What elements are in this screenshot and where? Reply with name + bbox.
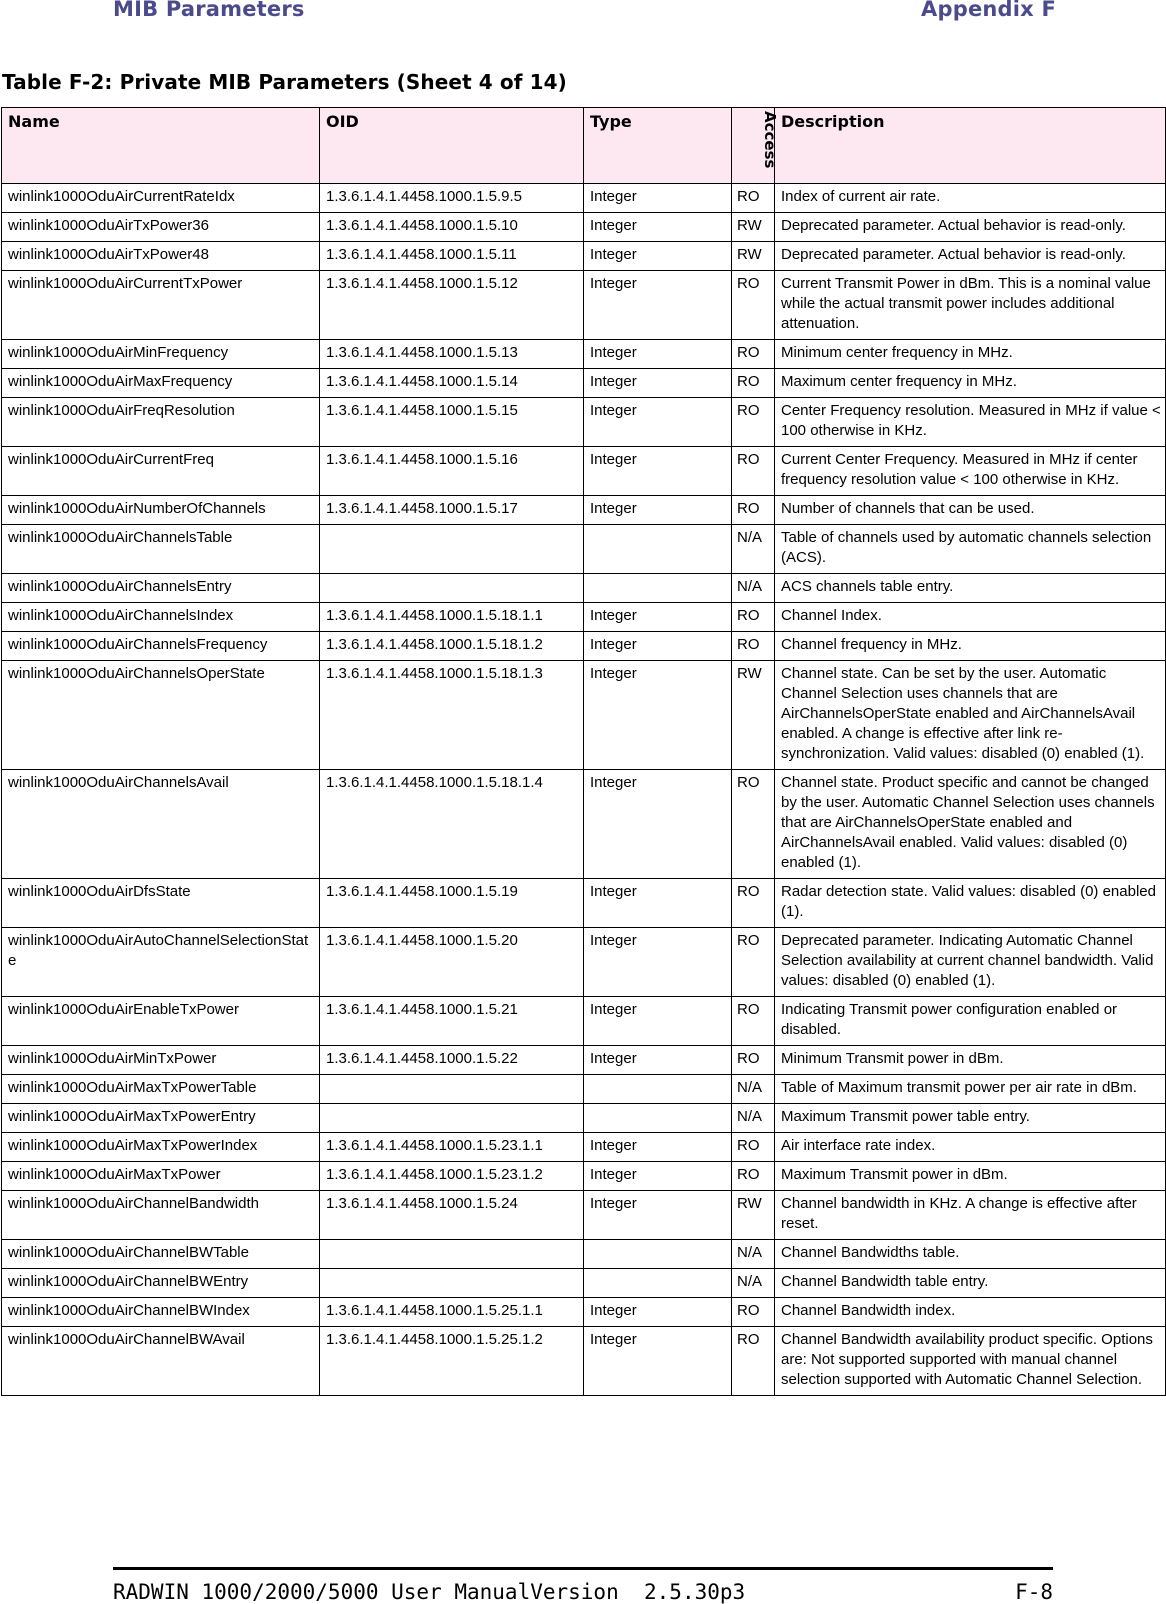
cell-name: winlink1000OduAirChannelBWIndex bbox=[2, 1298, 320, 1327]
table-row bbox=[2, 1191, 1166, 1240]
cell-description: Table of Maximum transmit power per air rate in dBm. bbox=[775, 1075, 1166, 1104]
cell-oid: 1.3.6.1.4.1.4458.1000.1.5.12 bbox=[320, 271, 584, 340]
table-row bbox=[2, 1240, 1166, 1269]
cell-description: Minimum center frequency in MHz. bbox=[775, 340, 1166, 369]
table-row bbox=[2, 1327, 1166, 1396]
cell-access: N/A bbox=[732, 574, 775, 603]
table-row bbox=[2, 340, 1166, 369]
cell-name: winlink1000OduAirMaxTxPowerIndex bbox=[2, 1133, 320, 1162]
column-header-access-label: Access bbox=[761, 111, 779, 169]
table-body bbox=[2, 184, 1166, 1396]
cell-description: Current Transmit Power in dBm. This is a nominal value while the actual transmit power includes additional attenuation. bbox=[775, 271, 1166, 340]
cell-access: RO bbox=[732, 770, 775, 879]
cell-oid bbox=[320, 525, 584, 574]
column-header-access bbox=[732, 108, 779, 184]
cell-oid: 1.3.6.1.4.1.4458.1000.1.5.17 bbox=[320, 496, 584, 525]
table-row bbox=[2, 184, 1166, 213]
cell-type: Integer bbox=[584, 213, 732, 242]
cell-access: N/A bbox=[732, 1075, 775, 1104]
cell-oid: 1.3.6.1.4.1.4458.1000.1.5.21 bbox=[320, 997, 584, 1046]
table-row bbox=[2, 879, 1166, 928]
table-row bbox=[2, 242, 1166, 271]
table-row bbox=[2, 1133, 1166, 1162]
cell-oid: 1.3.6.1.4.1.4458.1000.1.5.9.5 bbox=[320, 184, 584, 213]
cell-description: Index of current air rate. bbox=[775, 184, 1166, 213]
cell-type: Integer bbox=[584, 632, 732, 661]
cell-description: Deprecated parameter. Actual behavior is read-only. bbox=[775, 213, 1166, 242]
cell-oid bbox=[320, 1075, 584, 1104]
cell-name: winlink1000OduAirMaxTxPowerTable bbox=[2, 1075, 320, 1104]
cell-name: winlink1000OduAirChannelBWEntry bbox=[2, 1269, 320, 1298]
cell-access: RO bbox=[732, 398, 775, 447]
cell-access: N/A bbox=[732, 1240, 775, 1269]
cell-name: winlink1000OduAirChannelBWTable bbox=[2, 1240, 320, 1269]
cell-oid: 1.3.6.1.4.1.4458.1000.1.5.16 bbox=[320, 447, 584, 496]
cell-name: winlink1000OduAirCurrentFreq bbox=[2, 447, 320, 496]
cell-type: Integer bbox=[584, 1298, 732, 1327]
cell-oid: 1.3.6.1.4.1.4458.1000.1.5.14 bbox=[320, 369, 584, 398]
cell-type: Integer bbox=[584, 271, 732, 340]
cell-type: Integer bbox=[584, 340, 732, 369]
cell-description: Current Center Frequency. Measured in MHz if center frequency resolution value < 100 otherwise in KHz. bbox=[775, 447, 1166, 496]
table-row bbox=[2, 1046, 1166, 1075]
cell-oid: 1.3.6.1.4.1.4458.1000.1.5.15 bbox=[320, 398, 584, 447]
cell-type: Integer bbox=[584, 603, 732, 632]
cell-oid: 1.3.6.1.4.1.4458.1000.1.5.23.1.2 bbox=[320, 1162, 584, 1191]
cell-type: Integer bbox=[584, 184, 732, 213]
cell-access: RO bbox=[732, 879, 775, 928]
cell-access: N/A bbox=[732, 1269, 775, 1298]
table-row bbox=[2, 1075, 1166, 1104]
table-row bbox=[2, 1162, 1166, 1191]
table-row bbox=[2, 928, 1166, 997]
cell-type: Integer bbox=[584, 242, 732, 271]
cell-type: Integer bbox=[584, 1162, 732, 1191]
footer-manual-title: RADWIN 1000/2000/5000 User ManualVersion 2.5.30p3 bbox=[113, 1580, 746, 1604]
cell-oid bbox=[320, 1240, 584, 1269]
cell-name: winlink1000OduAirDfsState bbox=[2, 879, 320, 928]
cell-name: winlink1000OduAirChannelsEntry bbox=[2, 574, 320, 603]
cell-name: winlink1000OduAirEnableTxPower bbox=[2, 997, 320, 1046]
cell-type: Integer bbox=[584, 661, 732, 770]
table-row bbox=[2, 213, 1166, 242]
cell-access: RO bbox=[732, 184, 775, 213]
cell-name: winlink1000OduAirNumberOfChannels bbox=[2, 496, 320, 525]
cell-access: RO bbox=[732, 271, 775, 340]
table-row bbox=[2, 1298, 1166, 1327]
table-row bbox=[2, 447, 1166, 496]
cell-name: winlink1000OduAirTxPower36 bbox=[2, 213, 320, 242]
cell-oid: 1.3.6.1.4.1.4458.1000.1.5.22 bbox=[320, 1046, 584, 1075]
cell-description: Maximum center frequency in MHz. bbox=[775, 369, 1166, 398]
cell-description: Channel frequency in MHz. bbox=[775, 632, 1166, 661]
cell-type: Integer bbox=[584, 879, 732, 928]
footer-page-number: F-8 bbox=[1015, 1580, 1053, 1604]
cell-description: Channel Bandwidth table entry. bbox=[775, 1269, 1166, 1298]
cell-name: winlink1000OduAirAutoChannelSelectionState bbox=[2, 928, 320, 997]
cell-description: Indicating Transmit power configuration enabled or disabled. bbox=[775, 997, 1166, 1046]
cell-name: winlink1000OduAirChannelsAvail bbox=[2, 770, 320, 879]
table-row bbox=[2, 661, 1166, 770]
cell-access: RO bbox=[732, 369, 775, 398]
cell-access: RO bbox=[732, 496, 775, 525]
table-header-row bbox=[2, 108, 1166, 184]
table-row bbox=[2, 1269, 1166, 1298]
cell-description: Maximum Transmit power table entry. bbox=[775, 1104, 1166, 1133]
cell-description: Channel state. Can be set by the user. Automatic Channel Selection uses channels that are AirChannelsOperState enabled and AirChannelsAvail enabled. A change is effective after link re-synchronization. Valid values: disabled (0) enabled (1). bbox=[775, 661, 1166, 770]
footer-rule bbox=[113, 1567, 1053, 1570]
cell-type: Integer bbox=[584, 1191, 732, 1240]
cell-name: winlink1000OduAirChannelsIndex bbox=[2, 603, 320, 632]
column-header-description: Description bbox=[775, 108, 1166, 184]
cell-description: ACS channels table entry. bbox=[775, 574, 1166, 603]
cell-description: Channel Bandwidth index. bbox=[775, 1298, 1166, 1327]
cell-oid: 1.3.6.1.4.1.4458.1000.1.5.23.1.1 bbox=[320, 1133, 584, 1162]
table-row bbox=[2, 369, 1166, 398]
cell-type: Integer bbox=[584, 1046, 732, 1075]
cell-description: Channel bandwidth in KHz. A change is effective after reset. bbox=[775, 1191, 1166, 1240]
cell-access: RO bbox=[732, 447, 775, 496]
column-header-oid: OID bbox=[320, 108, 584, 184]
cell-description: Air interface rate index. bbox=[775, 1133, 1166, 1162]
cell-oid bbox=[320, 1269, 584, 1298]
cell-name: winlink1000OduAirChannelsTable bbox=[2, 525, 320, 574]
cell-name: winlink1000OduAirTxPower48 bbox=[2, 242, 320, 271]
cell-access: N/A bbox=[732, 1104, 775, 1133]
cell-access: RW bbox=[732, 661, 775, 770]
cell-access: RO bbox=[732, 997, 775, 1046]
cell-name: winlink1000OduAirMaxTxPowerEntry bbox=[2, 1104, 320, 1133]
cell-type bbox=[584, 574, 732, 603]
cell-oid bbox=[320, 1104, 584, 1133]
table-row bbox=[2, 632, 1166, 661]
table-title: Table F-2: Private MIB Parameters (Sheet 4 of 14) bbox=[2, 70, 567, 94]
cell-name: winlink1000OduAirMinFrequency bbox=[2, 340, 320, 369]
cell-name: winlink1000OduAirMaxTxPower bbox=[2, 1162, 320, 1191]
cell-name: winlink1000OduAirCurrentRateIdx bbox=[2, 184, 320, 213]
cell-access: RO bbox=[732, 340, 775, 369]
cell-name: winlink1000OduAirChannelBandwidth bbox=[2, 1191, 320, 1240]
cell-type: Integer bbox=[584, 770, 732, 879]
cell-name: winlink1000OduAirFreqResolution bbox=[2, 398, 320, 447]
cell-oid: 1.3.6.1.4.1.4458.1000.1.5.19 bbox=[320, 879, 584, 928]
cell-description: Center Frequency resolution. Measured in MHz if value < 100 otherwise in KHz. bbox=[775, 398, 1166, 447]
table-row bbox=[2, 574, 1166, 603]
cell-oid: 1.3.6.1.4.1.4458.1000.1.5.18.1.2 bbox=[320, 632, 584, 661]
cell-access: RO bbox=[732, 1046, 775, 1075]
cell-access: RO bbox=[732, 1133, 775, 1162]
cell-description: Channel Bandwidths table. bbox=[775, 1240, 1166, 1269]
column-header-type: Type bbox=[584, 108, 732, 184]
cell-description: Deprecated parameter. Indicating Automatic Channel Selection availability at current channel bandwidth. Valid values: disabled (0) enabled (1). bbox=[775, 928, 1166, 997]
cell-type: Integer bbox=[584, 1133, 732, 1162]
cell-oid: 1.3.6.1.4.1.4458.1000.1.5.18.1.4 bbox=[320, 770, 584, 879]
running-header-appendix: Appendix F bbox=[921, 0, 1056, 21]
cell-oid: 1.3.6.1.4.1.4458.1000.1.5.25.1.2 bbox=[320, 1327, 584, 1396]
cell-type bbox=[584, 1269, 732, 1298]
table-row bbox=[2, 603, 1166, 632]
cell-description: Number of channels that can be used. bbox=[775, 496, 1166, 525]
cell-description: Minimum Transmit power in dBm. bbox=[775, 1046, 1166, 1075]
cell-oid: 1.3.6.1.4.1.4458.1000.1.5.24 bbox=[320, 1191, 584, 1240]
cell-description: Maximum Transmit power in dBm. bbox=[775, 1162, 1166, 1191]
cell-oid: 1.3.6.1.4.1.4458.1000.1.5.11 bbox=[320, 242, 584, 271]
cell-name: winlink1000OduAirChannelsFrequency bbox=[2, 632, 320, 661]
cell-type bbox=[584, 1104, 732, 1133]
cell-access: RO bbox=[732, 632, 775, 661]
cell-access: RW bbox=[732, 242, 775, 271]
cell-name: winlink1000OduAirMinTxPower bbox=[2, 1046, 320, 1075]
cell-description: Deprecated parameter. Actual behavior is read-only. bbox=[775, 242, 1166, 271]
cell-access: RW bbox=[732, 213, 775, 242]
table-row bbox=[2, 525, 1166, 574]
cell-oid bbox=[320, 574, 584, 603]
cell-description: Radar detection state. Valid values: disabled (0) enabled (1). bbox=[775, 879, 1166, 928]
cell-oid: 1.3.6.1.4.1.4458.1000.1.5.18.1.1 bbox=[320, 603, 584, 632]
cell-description: Channel Index. bbox=[775, 603, 1166, 632]
cell-oid: 1.3.6.1.4.1.4458.1000.1.5.13 bbox=[320, 340, 584, 369]
table-row bbox=[2, 271, 1166, 340]
table-row bbox=[2, 496, 1166, 525]
cell-name: winlink1000OduAirChannelBWAvail bbox=[2, 1327, 320, 1396]
cell-oid: 1.3.6.1.4.1.4458.1000.1.5.18.1.3 bbox=[320, 661, 584, 770]
cell-type bbox=[584, 1240, 732, 1269]
cell-type: Integer bbox=[584, 496, 732, 525]
cell-name: winlink1000OduAirChannelsOperState bbox=[2, 661, 320, 770]
cell-oid: 1.3.6.1.4.1.4458.1000.1.5.20 bbox=[320, 928, 584, 997]
cell-access: RO bbox=[732, 1162, 775, 1191]
cell-oid: 1.3.6.1.4.1.4458.1000.1.5.10 bbox=[320, 213, 584, 242]
cell-type: Integer bbox=[584, 369, 732, 398]
cell-type bbox=[584, 1075, 732, 1104]
cell-access: RO bbox=[732, 1327, 775, 1396]
table-row bbox=[2, 1104, 1166, 1133]
cell-description: Channel Bandwidth availability product specific. Options are: Not supported supported with manual channel selection supported with Automatic Channel Selection. bbox=[775, 1327, 1166, 1396]
cell-type: Integer bbox=[584, 928, 732, 997]
cell-type: Integer bbox=[584, 398, 732, 447]
cell-name: winlink1000OduAirCurrentTxPower bbox=[2, 271, 320, 340]
cell-access: RO bbox=[732, 603, 775, 632]
mib-parameters-table bbox=[1, 107, 1166, 1396]
cell-name: winlink1000OduAirMaxFrequency bbox=[2, 369, 320, 398]
cell-access: RO bbox=[732, 928, 775, 997]
table-row bbox=[2, 997, 1166, 1046]
cell-access: RW bbox=[732, 1191, 775, 1240]
cell-type bbox=[584, 525, 732, 574]
cell-access: RO bbox=[732, 1298, 775, 1327]
cell-type: Integer bbox=[584, 447, 732, 496]
cell-description: Table of channels used by automatic channels selection (ACS). bbox=[775, 525, 1166, 574]
running-header-section: MIB Parameters bbox=[113, 0, 305, 21]
cell-type: Integer bbox=[584, 997, 732, 1046]
table-row bbox=[2, 398, 1166, 447]
cell-type: Integer bbox=[584, 1327, 732, 1396]
cell-oid: 1.3.6.1.4.1.4458.1000.1.5.25.1.1 bbox=[320, 1298, 584, 1327]
cell-description: Channel state. Product specific and cannot be changed by the user. Automatic Channel Selection uses channels that are AirChannelsOperState enabled and AirChannelsAvail enabled. Valid values: disabled (0) enabled (1). bbox=[775, 770, 1166, 879]
table-row bbox=[2, 770, 1166, 879]
cell-access: N/A bbox=[732, 525, 775, 574]
column-header-name: Name bbox=[2, 108, 320, 184]
